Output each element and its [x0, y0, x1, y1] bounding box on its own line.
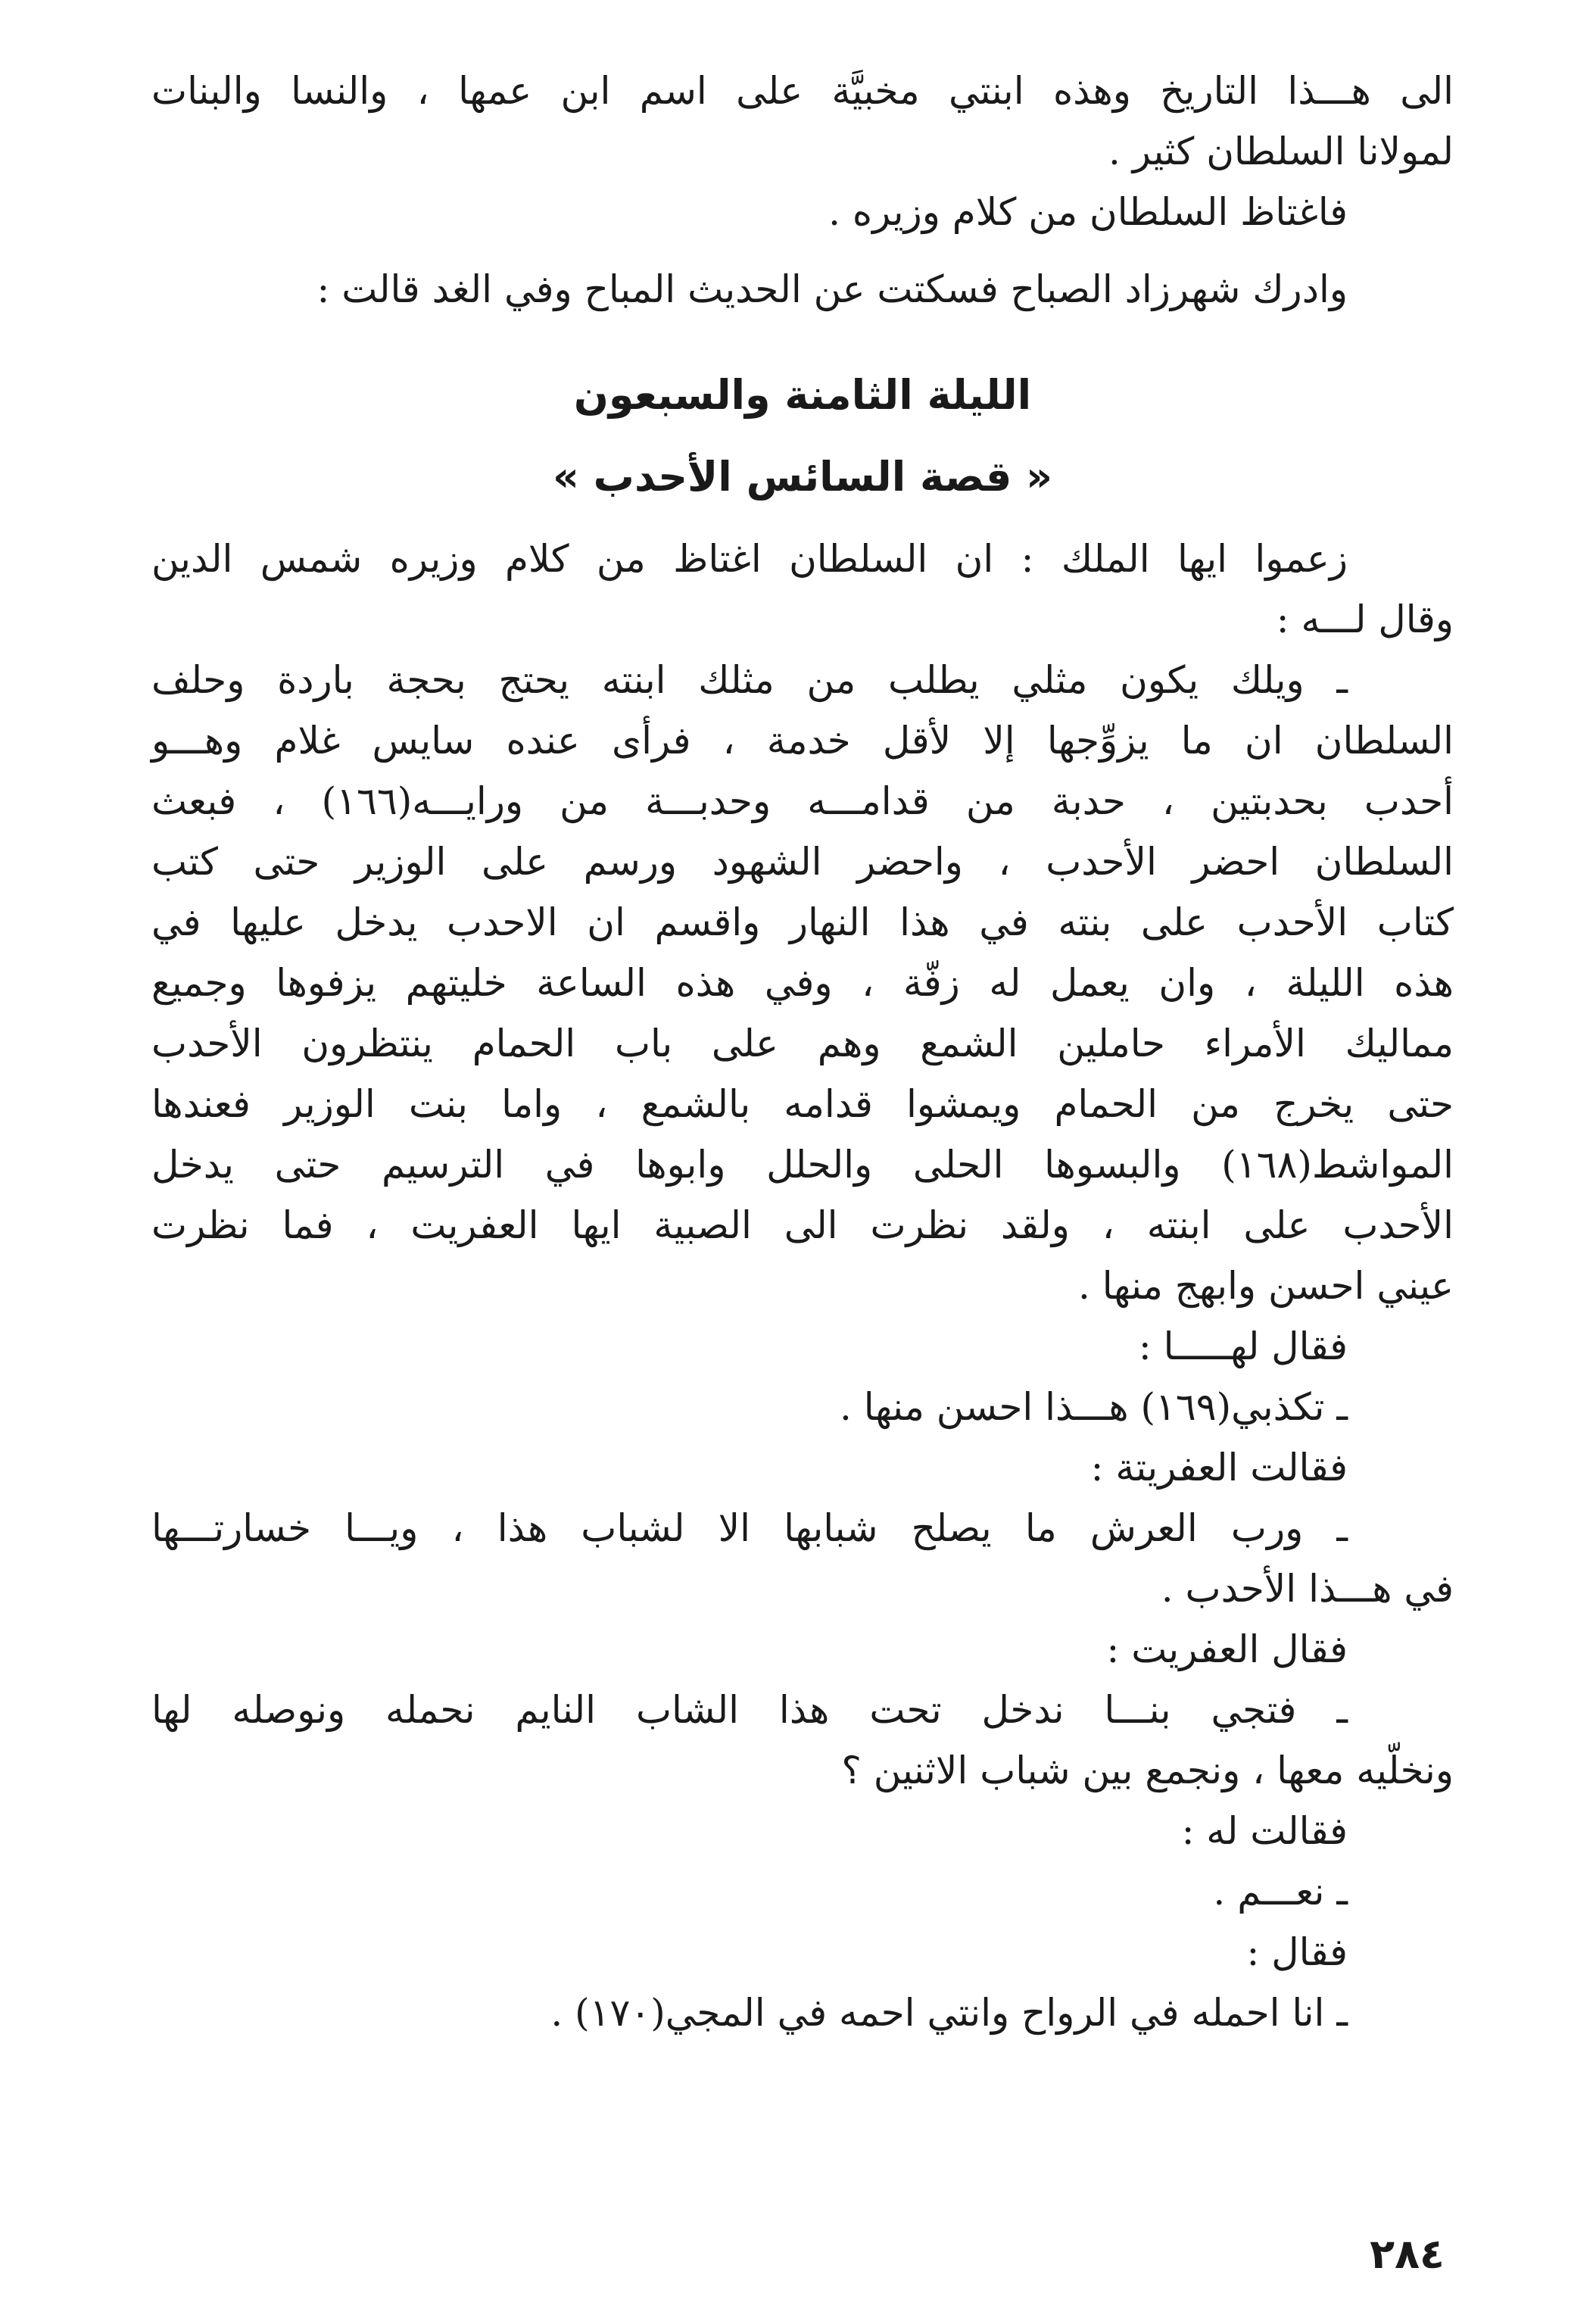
text-line: فاغتاظ السلطان من كلام وزيره . [828, 190, 1348, 234]
story-heading: « قصة السائس الأحدب » [553, 453, 1052, 501]
text-line: عيني احسن وابهج منها . [1077, 1264, 1454, 1308]
text-line: أحدب بحدبتين ، حدبة من قدامـــه وحدبـــة من ورايـــه(١٦٦) ، فبعث [151, 779, 1454, 823]
text-line: كتاب الأحدب على بنته في هذا النهار واقسم ان الاحدب يدخل عليها في [151, 900, 1454, 944]
text-line: وادرك شهرزاد الصباح فسكتت عن الحديث المباح وفي الغد قالت : [316, 267, 1348, 311]
text-line: حتى يخرج من الحمام ويمشوا قدامه بالشمع ، واما بنت الوزير فعندها [151, 1082, 1454, 1126]
intro-paragraph [151, 61, 1454, 182]
text-line: زعموا ايها الملك : ان السلطان اغتاظ من كلام وزيره شمس الدين [151, 537, 1348, 581]
dialogue-line: ـ نعـــم . [1213, 1870, 1348, 1914]
dialogue-line: فقالت العفريتة : [1090, 1446, 1348, 1490]
dialogue-line: فقال العفريت : [1106, 1627, 1348, 1671]
dialogue-line: ونخلّيه معها ، ونجمع بين شباب الاثنين ؟ [841, 1749, 1454, 1792]
closing-paragraph [151, 182, 1454, 320]
text-line: السلطان ان ما يزوِّجها إلا لأقل خدمة ، فرأى عنده سايس غلام وهـــو [151, 719, 1454, 763]
dialogue-line: ـ فتجي بنـــا ندخل تحت هذا الشاب النايم نحمله ونوصله لها [151, 1688, 1348, 1732]
text-line: مماليك الأمراء حاملين الشمع وهم على باب الحمام ينتظرون الأحدب [151, 1022, 1454, 1065]
text-line: هذه الليلة ، وان يعمل له زفّة ، وفي هذه الساعة خليتهم يزفوها وجميع [151, 961, 1454, 1005]
page-number: ٢٨٤ [1370, 2230, 1445, 2278]
dialogue-line: فقال لهـــــا : [1138, 1324, 1348, 1368]
dialogue-line: ـ تكذبي(١٦٩) هـــذا احسن منها . [839, 1385, 1348, 1429]
main-paragraph [151, 650, 1454, 1316]
text-line: الى هـــذا التاريخ وهذه ابنتي مخبيَّة على اسم ابن عمها ، والنسا والبنات [151, 69, 1454, 113]
dialogue-section [151, 1316, 1454, 2043]
text-line: لمولانا السلطان كثير . [1108, 129, 1454, 173]
dialogue-line: فقالت له : [1181, 1809, 1348, 1853]
text-line: المواشط(١٦٨) والبسوها الحلى والحلل وابوها في الترسيم حتى يدخل [151, 1143, 1454, 1187]
opening-paragraph [151, 529, 1454, 650]
dialogue-line: ـ ورب العرش ما يصلح شبابها الا لشباب هذا ، ويـــا خسارتـــها [151, 1506, 1348, 1550]
dialogue-line: ـ انا احمله في الرواح وانتي احمه في المجي(١٧٠) . [550, 1991, 1348, 2035]
text-line: وقال لـــه : [1276, 597, 1454, 641]
text-line: الأحدب على ابنته ، ولقد نظرت الى الصبية ايها العفريت ، فما نظرت [151, 1203, 1454, 1247]
text-line: ـ ويلك يكون مثلي يطلب من مثلك ابنته يحتج بحجة باردة وحلف [151, 658, 1348, 702]
text-line: السلطان احضر الأحدب ، واحضر الشهود ورسم على الوزير حتى كتب [151, 840, 1454, 884]
page-body [151, 61, 1454, 2272]
night-heading: الليلة الثامنة والسبعون [573, 371, 1032, 419]
dialogue-line: في هـــذا الأحدب . [1161, 1567, 1454, 1611]
dialogue-line: فقال : [1246, 1930, 1348, 1974]
